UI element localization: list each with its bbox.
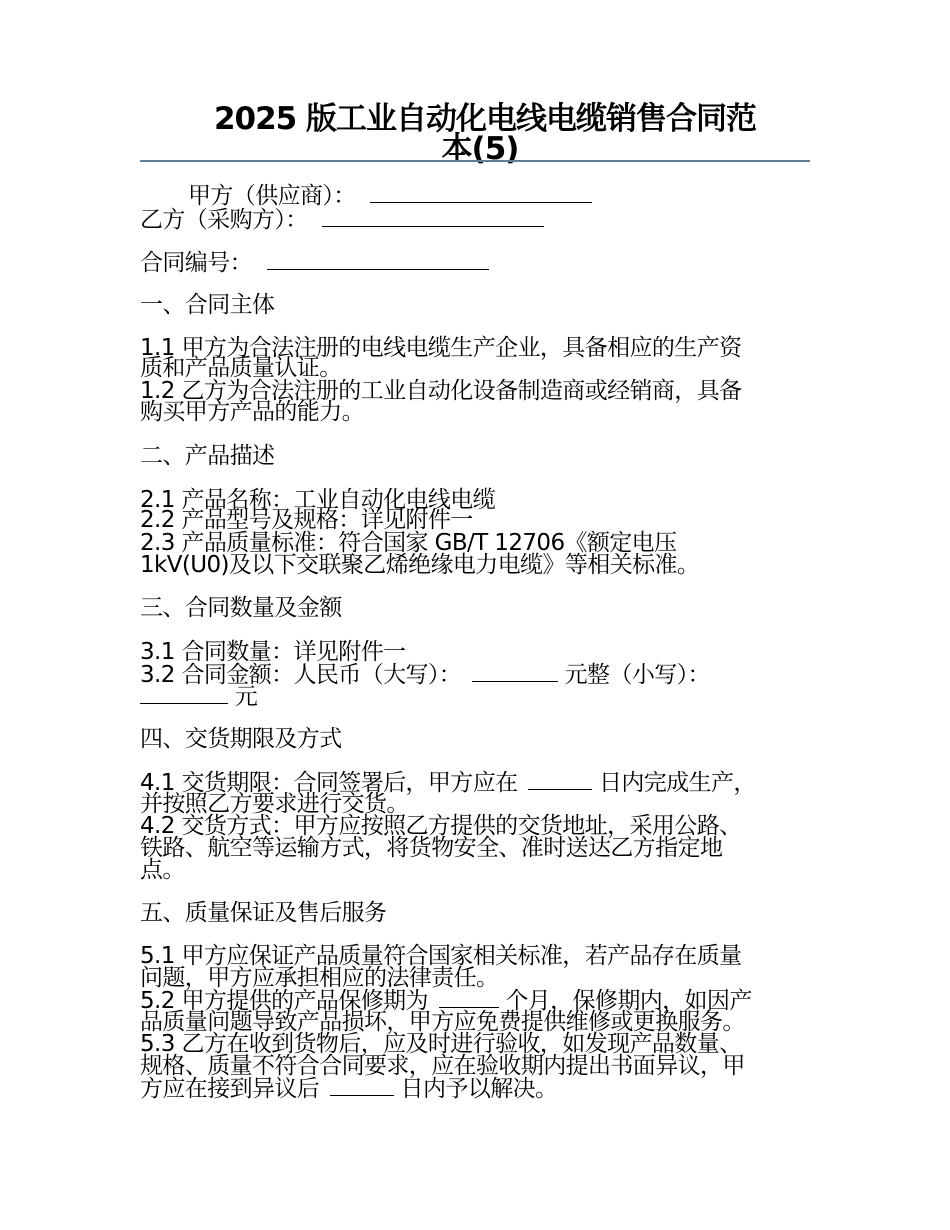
party-b-label: 乙方（采购方）：	[140, 207, 308, 233]
contract-no-label: 合同编号：	[140, 250, 253, 276]
clause-5-2-text-a: 5.2 甲方提供的产品保修期为	[140, 988, 428, 1014]
document-title	[140, 101, 820, 167]
clause-5-3-line-3	[140, 1077, 557, 1101]
party-b-blank[interactable]	[322, 208, 544, 227]
section-5-heading: 五、质量保证及售后服务	[140, 900, 387, 926]
clause-3-2-text-c: 元	[234, 684, 258, 710]
clause-3-2-text-b: 元整（小写）：	[564, 662, 710, 688]
title-line-2: 本(5)	[441, 131, 519, 167]
clause-5-1-line-2: 问题，甲方应承担相应的法律责任。	[140, 965, 499, 991]
amount-figures-blank[interactable]	[140, 685, 228, 704]
clause-2-3-line-1: 2.3 产品质量标准：符合国家 GB/T 12706《额定电压	[140, 530, 677, 556]
clause-4-2-line-2: 铁路、航空等运输方式，将货物安全、准时送达乙方指定地	[140, 835, 723, 861]
clause-2-3-line-2: 1kV(U0)及以下交联聚乙烯绝缘电力电缆》等相关标准。	[140, 552, 700, 578]
party-b-line	[140, 208, 544, 232]
clause-5-1-line-1: 5.1 甲方应保证产品质量符合国家相关标准，若产品存在质量	[140, 943, 742, 969]
warranty-months-blank[interactable]	[439, 989, 499, 1008]
clause-3-1: 3.1 合同数量：详见附件一	[140, 639, 406, 665]
clause-4-1-line-2: 并按照乙方要求进行交货。	[140, 791, 409, 817]
clause-5-3-text-a: 方应在接到异议后	[140, 1076, 320, 1102]
clause-1-2-line-1: 1.2 乙方为合法注册的工业自动化设备制造商或经销商，具备	[140, 378, 742, 404]
clause-5-3-line-2: 规格、质量不符合合同要求，应在验收期内提出书面异议，甲	[140, 1053, 745, 1079]
section-3-heading: 三、合同数量及金额	[140, 595, 342, 621]
clause-5-2-text-b: 个月，保修期内，如因产	[505, 988, 752, 1014]
clause-4-1-text-b: 日内完成生产，	[598, 770, 756, 796]
contract-no-blank[interactable]	[267, 251, 489, 270]
section-1-heading: 一、合同主体	[140, 292, 275, 318]
clause-4-2-line-3: 点。	[140, 857, 185, 883]
title-line-1: 2025 版工业自动化电线电缆销售合同范	[213, 101, 757, 137]
clause-3-2-line-2	[140, 685, 257, 709]
clause-2-2: 2.2 产品型号及规格：详见附件一	[140, 507, 473, 533]
clause-5-3-line-1: 5.3 乙方在收到货物后，应及时进行验收，如发现产品数量、	[140, 1031, 742, 1057]
resolution-days-blank[interactable]	[330, 1077, 394, 1096]
clause-2-1: 2.1 产品名称：工业自动化电线电缆	[140, 487, 496, 513]
section-4-heading: 四、交货期限及方式	[140, 726, 342, 752]
clause-1-1-line-2: 质和产品质量认证。	[140, 355, 342, 381]
clause-4-2-line-1: 4.2 交货方式：甲方应按照乙方提供的交货地址，采用公路、	[140, 813, 742, 839]
party-a-blank[interactable]	[370, 184, 592, 203]
delivery-days-blank[interactable]	[528, 771, 592, 790]
contract-no-line	[140, 251, 489, 275]
section-2-heading: 二、产品描述	[140, 443, 275, 469]
clause-1-1-line-1: 1.1 甲方为合法注册的电线电缆生产企业，具备相应的生产资	[140, 335, 742, 361]
clause-5-2-line-2: 品质量问题导致产品损坏，甲方应免费提供维修或更换服务。	[140, 1009, 745, 1035]
clause-1-2-line-2: 购买甲方产品的能力。	[140, 399, 365, 425]
amount-words-blank[interactable]	[472, 663, 558, 682]
clause-3-2-line-1	[140, 663, 710, 687]
clause-3-2-text-a: 3.2 合同金额：人民币（大写）：	[140, 662, 462, 688]
clause-4-1-text-a: 4.1 交货期限：合同签署后，甲方应在	[140, 770, 518, 796]
clause-5-3-text-b: 日内予以解决。	[400, 1076, 558, 1102]
party-a-label: 甲方（供应商）：	[188, 183, 356, 209]
party-a-line	[188, 184, 592, 208]
title-divider	[140, 160, 810, 162]
